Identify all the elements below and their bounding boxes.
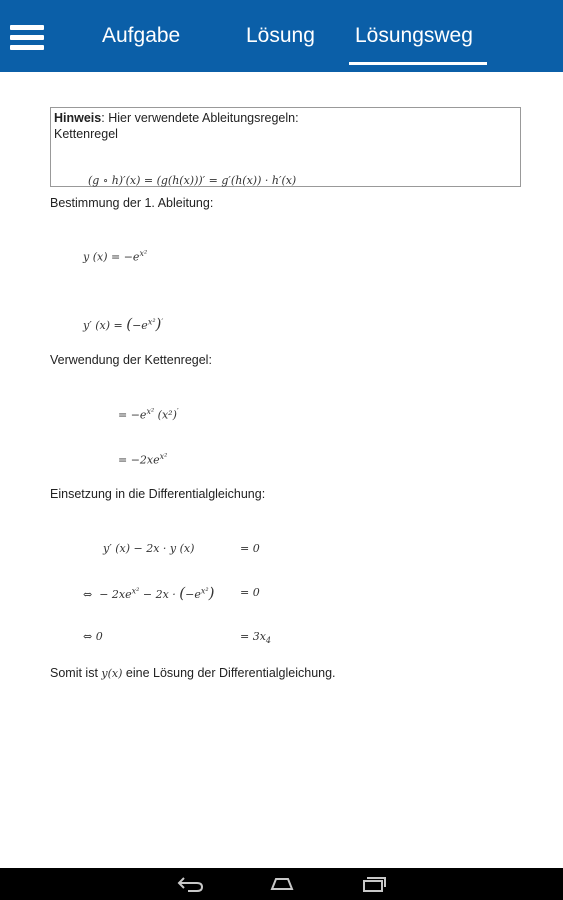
row1-left: y′ (x) − 2x · y (x) (103, 542, 195, 555)
row3-right: = $3x_4$ (240, 630, 272, 646)
equation-y: y $(x) = -e^{x^2}$ (83, 249, 148, 264)
tab-aufgabe[interactable]: Aufgabe (102, 24, 181, 47)
hint-rule-name: Kettenregel (54, 127, 118, 141)
chain-rule-formula: (g ∘ h)′(x) = (g(h(x)))′ = g′(h(x)) · h′(x) (88, 174, 297, 187)
tab-loesung[interactable]: Lösung (246, 24, 315, 47)
equation-derivative-result: = $-2xe^{x^2}$ (118, 452, 168, 467)
active-tab-indicator (349, 62, 487, 65)
app-bar (0, 0, 563, 72)
back-icon[interactable] (176, 874, 206, 894)
hint-label: Hinweis (54, 111, 102, 125)
step3-heading: Einsetzung in die Differentialgleichung: (50, 487, 266, 501)
hamburger-menu-icon[interactable] (10, 25, 44, 51)
conclusion: Somit ist y(x) eine Lösung der Differentialgleichung. (50, 666, 336, 680)
content-area (0, 72, 563, 868)
row2-right: = 0 (240, 586, 260, 599)
step2-heading: Verwendung der Kettenregel: (50, 353, 212, 367)
hint-text: : Hier verwendete Ableitungsregeln: (101, 111, 299, 125)
step1-heading: Bestimmung der 1. Ableitung: (50, 196, 214, 210)
tab-loesungsweg[interactable]: Lösungsweg (355, 24, 473, 47)
system-nav-bar (0, 868, 563, 900)
row3-left: ⇔ 0 (83, 630, 103, 643)
recent-apps-icon[interactable] (358, 874, 388, 894)
equation-y-prime: y′ $(x) = (-e^{x^2})'$ (83, 315, 164, 333)
row2-left: ⇔ − $2xe^{x^2} - 2x \cdot (-e^{x^2})$ (83, 584, 215, 602)
hint-box (50, 107, 521, 187)
equation-chain-step: = $-e^{x^2}$ (x²)′ (118, 407, 179, 422)
home-icon[interactable] (267, 874, 297, 894)
row1-right: = 0 (240, 542, 260, 555)
